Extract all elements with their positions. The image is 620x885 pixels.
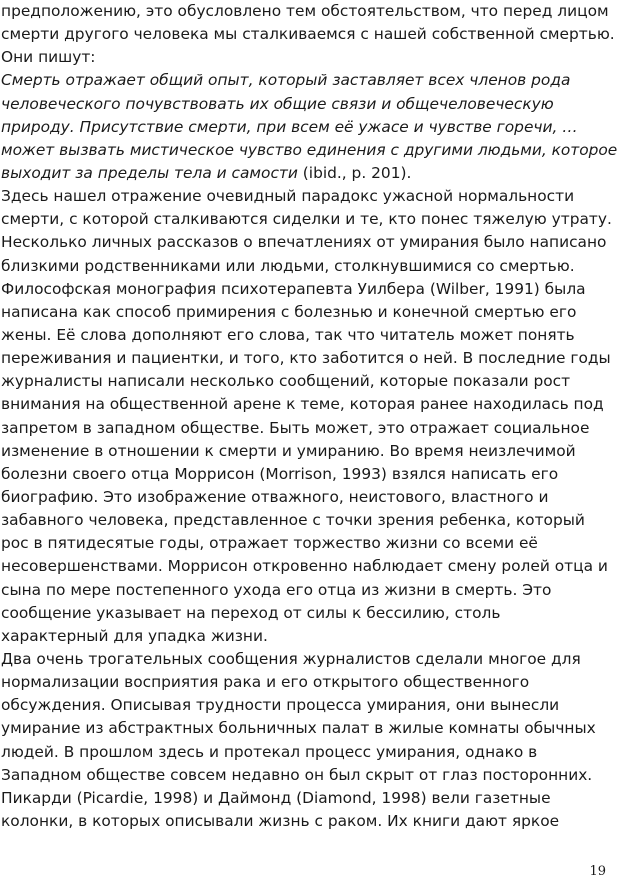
text-line-content: жены. Её слова дополняют его слова, так что читатель может понять [1, 325, 575, 344]
text-line-content: Два очень трогательных сообщения журналистов сделали многое для [1, 649, 581, 668]
text-line [1, 324, 617, 347]
text-line [1, 93, 617, 116]
text-line [1, 717, 617, 740]
text-line [1, 0, 617, 23]
citation: (ibid., p. 201). [297, 163, 412, 182]
text-line [1, 532, 617, 555]
text-line [1, 23, 617, 46]
text-line-content: Смерть отражает общий опыт, который заставляет всех членов рода [1, 71, 571, 90]
body-text [1, 0, 617, 833]
text-line [1, 671, 617, 694]
text-line-content: написана как способ примирения с болезнью и конечной смертью его [1, 302, 577, 321]
text-line [1, 255, 617, 278]
text-line-content: сообщение указывает на переход от силы к бессилию, столь [1, 603, 501, 622]
text-line [1, 694, 617, 717]
text-line [1, 787, 617, 810]
text-line-content: несовершенствами. Моррисон откровенно наблюдает смену ролей отца и [1, 557, 608, 576]
text-line [1, 602, 617, 625]
text-line-content: обсуждения. Описывая трудности процесса умирания, они вынесли [1, 696, 560, 715]
text-line-content: забавного человека, представленное с точки зрения ребенка, который [1, 511, 585, 530]
text-line-content: умирание из абстрактных больничных палат в жилые комнаты обычных [1, 719, 596, 738]
text-line-content: запретом в западном обществе. Быть может, это отражает социальное [1, 418, 590, 437]
text-line-content: изменение в отношении к смерти и умиранию. Во время неизлечимой [1, 441, 576, 460]
text-line-content: сына по мере постепенного ухода его отца из жизни в смерть. Это [1, 580, 552, 599]
text-line [1, 440, 617, 463]
text-line-content: колонки, в которых описывали жизнь с раком. Их книги дают яркое [1, 811, 560, 830]
text-line [1, 116, 617, 139]
text-line-content: внимания на общественной арене к теме, которая ранее находилась под [1, 395, 604, 414]
text-line [1, 185, 617, 208]
text-line [1, 625, 617, 648]
text-line [1, 741, 617, 764]
text-line-content: смерти другого человека мы сталкиваемся с нашей собственной смертью. [1, 25, 615, 44]
text-line [1, 393, 617, 416]
text-line-content: болезни своего отца Моррисон (Morrison, 1993) взялся написать его [1, 464, 559, 483]
text-line [1, 301, 617, 324]
text-line [1, 208, 617, 231]
text-line [1, 139, 617, 162]
text-line [1, 278, 617, 301]
text-line [1, 579, 617, 602]
text-line [1, 509, 617, 532]
text-line-content: журналисты написали несколько сообщений, которые показали рост [1, 372, 571, 391]
text-line [1, 347, 617, 370]
page-number: 19 [589, 864, 606, 879]
text-line-content: предположению, это обусловлено тем обстоятельством, что перед лицом [1, 2, 609, 20]
text-line [1, 69, 617, 92]
text-line-content: может вызвать мистическое чувство единения с другими людьми, которое [1, 140, 618, 159]
text-line-content: Здесь нашел отражение очевидный парадокс ужасной нормальности [1, 187, 575, 206]
text-line-content: биографию. Это изображение отважного, неистового, властного и [1, 487, 549, 506]
text-line-content: характерный для упадка жизни. [1, 626, 268, 645]
text-line [1, 486, 617, 509]
text-line-content: природу. Присутствие смерти, при всем её ужасе и чувстве горечи, … [1, 117, 578, 136]
text-line [1, 162, 617, 185]
text-line [1, 370, 617, 393]
text-line [1, 648, 617, 671]
text-line-content: Несколько личных рассказов о впечатлениях от умирания было написано [1, 233, 607, 252]
text-line [1, 46, 617, 69]
text-line-content: смерти, с которой сталкиваются сиделки и те, кто понес тяжелую утрату. [1, 210, 612, 229]
text-line-content: Пикарди (Picardie, 1998) и Даймонд (Diamond, 1998) вели газетные [1, 788, 551, 807]
text-line-content: рос в пятидесятые годы, отражает торжество жизни со всеми её [1, 534, 538, 553]
text-line-content: выходит за пределы тела и самости [1, 163, 298, 182]
text-line [1, 764, 617, 787]
text-line [1, 463, 617, 486]
text-line [1, 231, 617, 254]
text-line-content: человеческого почувствовать их общие связи и общечеловеческую [1, 94, 554, 113]
text-line [1, 810, 617, 833]
text-line-content: Они пишут: [1, 48, 96, 67]
text-line-content: близкими родственниками или людьми, столкнувшимися со смертью. [1, 256, 575, 275]
text-line [1, 417, 617, 440]
text-line-content: переживания и пациентки, и того, кто заботится о ней. В последние годы [1, 349, 611, 368]
text-line-content: нормализации восприятия рака и его открытого общественного [1, 673, 530, 692]
text-line-content: людей. В прошлом здесь и протекал процесс умирания, однако в [1, 742, 538, 761]
text-line-content: Западном обществе совсем недавно он был скрыт от глаз посторонних. [1, 765, 593, 784]
text-line-content: Философская монография психотерапевта Уилбера (Wilber, 1991) была [1, 279, 586, 298]
text-line [1, 555, 617, 578]
